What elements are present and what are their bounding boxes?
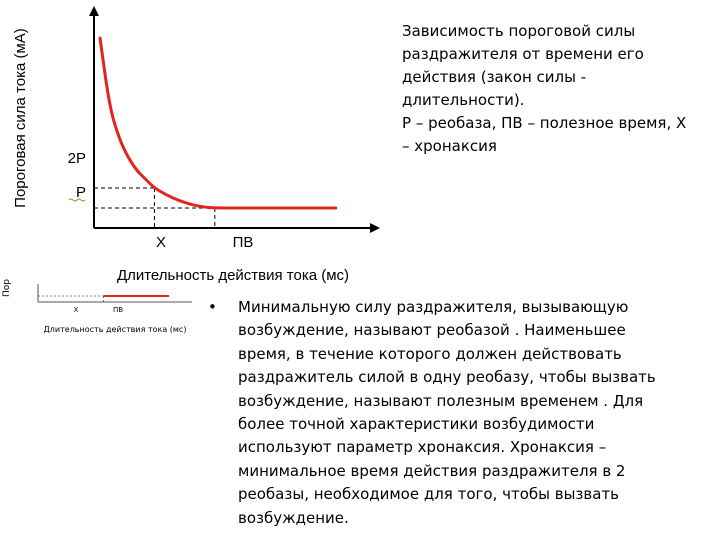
caption-line: – хронаксия: [402, 137, 497, 155]
caption-line: Зависимость пороговой силы: [402, 22, 636, 40]
bullet-line: время, в течение которого должен действовать: [238, 344, 622, 363]
mini-x-tick-label-useful-time: ПВ: [112, 306, 124, 314]
bullet-line: Минимальную силу раздражителя, вызывающую: [238, 298, 629, 316]
mini-chart: [0, 270, 200, 340]
mini-x-axis-title: Длительность действия тока (мс): [43, 325, 187, 334]
strength-duration-chart: [0, 0, 400, 290]
figure-caption: [402, 20, 714, 158]
bullet-line: минимальное время действия раздражителя в 2: [238, 461, 626, 480]
caption-line: действия (закон силы -: [402, 68, 587, 86]
strength-duration-curve: [100, 38, 336, 208]
x-tick-label-chronaxie: Х: [155, 234, 167, 251]
bullet-line: более точной характеристики возбудимости: [238, 415, 595, 434]
x-axis-title: Длительность действия тока (мс): [116, 267, 350, 284]
mini-y-axis-title: Пор: [2, 279, 12, 297]
bullet-marker: •: [208, 298, 217, 316]
bullet-line: раздражитель силой в одну реобазу, чтобы вызвать: [238, 368, 656, 387]
y-axis-title: Пороговая сила тока (мА): [12, 28, 29, 208]
caption-line: длительности).: [402, 91, 525, 109]
bullet-line: возбуждение, называют полезным временем . Для: [238, 391, 644, 410]
mini-x-tick-label-chronaxie: Х: [73, 306, 79, 314]
caption-line: Р – реобаза, ПВ – полезное время, Х: [402, 114, 687, 132]
bullet-text: [238, 296, 713, 530]
bullet-line: возбуждение.: [238, 508, 349, 527]
bullet-line: используют параметр хронаксия. Хронаксия –: [238, 438, 607, 457]
y-tick-label-p: P: [75, 184, 86, 201]
caption-line: раздражителя от времени его: [402, 45, 644, 63]
y-tick-label-2p: 2P: [67, 150, 86, 167]
bullet-line: реобазы, необходимое для того, чтобы вызвать: [238, 485, 620, 504]
bullet-line: возбуждение, называют реобазой . Наименьшее: [238, 321, 626, 340]
x-tick-label-useful-time: ПВ: [232, 234, 254, 251]
